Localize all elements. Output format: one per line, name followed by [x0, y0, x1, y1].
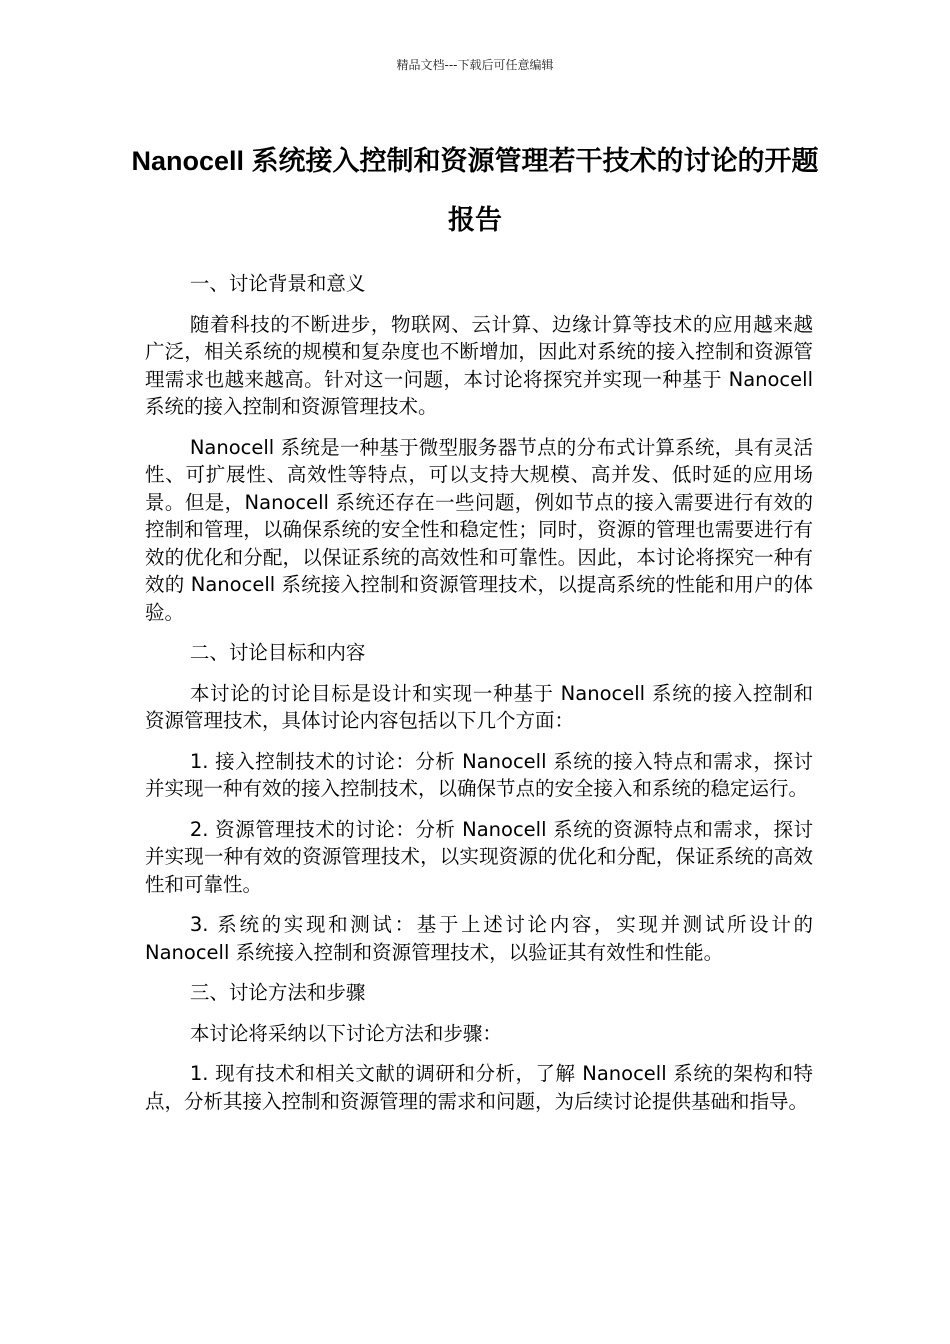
list-item-goal-1: 1. 接入控制技术的讨论：分析 Nanocell 系统的接入特点和需求，探讨并实现一种有效的接入控制技术，以确保节点的安全接入和系统的稳定运行。 — [145, 749, 813, 800]
paragraph-methods-intro: 本讨论将采纳以下讨论方法和步骤： — [189, 1021, 502, 1045]
list-item-goal-3: 3. 系统的实现和测试：基于上述讨论内容，实现并测试所设计的 Nanocell 系统接入控制和资源管理技术，以验证其有效性和性能。 — [145, 913, 813, 964]
header-note: 精品文档---下载后可任意编辑 — [396, 58, 554, 72]
section-heading-methods: 三、讨论方法和步骤 — [189, 981, 366, 1004]
paragraph-background-1: 随着科技的不断进步，物联网、云计算、边缘计算等技术的应用越来越广泛，相关系统的规模和复杂度也不断增加，因此对系统的接入控制和资源管理需求也越来越高。针对这一问题，本讨论将探究并实现一种基于 Nanocell 系统的接入控制和资源管理技术。 — [145, 312, 813, 418]
section-heading-goals: 二、讨论目标和内容 — [189, 641, 366, 664]
document-body — [145, 270, 813, 1115]
paragraph-goals-intro: 本讨论的讨论目标是设计和实现一种基于 Nanocell 系统的接入控制和资源管理技术，具体讨论内容包括以下几个方面： — [145, 681, 813, 732]
section-heading-background: 一、讨论背景和意义 — [189, 272, 366, 295]
list-item-goal-2: 2. 资源管理技术的讨论：分析 Nanocell 系统的资源特点和需求，探讨并实现一种有效的资源管理技术，以实现资源的优化和分配，保证系统的高效性和可靠性。 — [145, 817, 813, 896]
list-item-method-1: 1. 现有技术和相关文献的调研和分析，了解 Nanocell 系统的架构和特点，分析其接入控制和资源管理的需求和问题，为后续讨论提供基础和指导。 — [145, 1062, 813, 1113]
paragraph-background-2: Nanocell 系统是一种基于微型服务器节点的分布式计算系统，具有灵活性、可扩展性、高效性等特点，可以支持大规模、高并发、低时延的应用场景。但是，Nanocell 系统还存在一些问题，例如节点的接入需要进行有效的控制和管理，以确保系统的安全性和稳定性；同时，资源的管理也需要进行有效的优化和分配，以保证系统的高效性和可靠性。因此，本讨论将探究一种有效的 Nanocell 系统接入控制和资源管理技术，以提高系统的性能和用户的体验。 — [145, 435, 813, 624]
document-title: Nanocell 系统接入控制和资源管理若干技术的讨论的开题报告 — [131, 146, 819, 235]
